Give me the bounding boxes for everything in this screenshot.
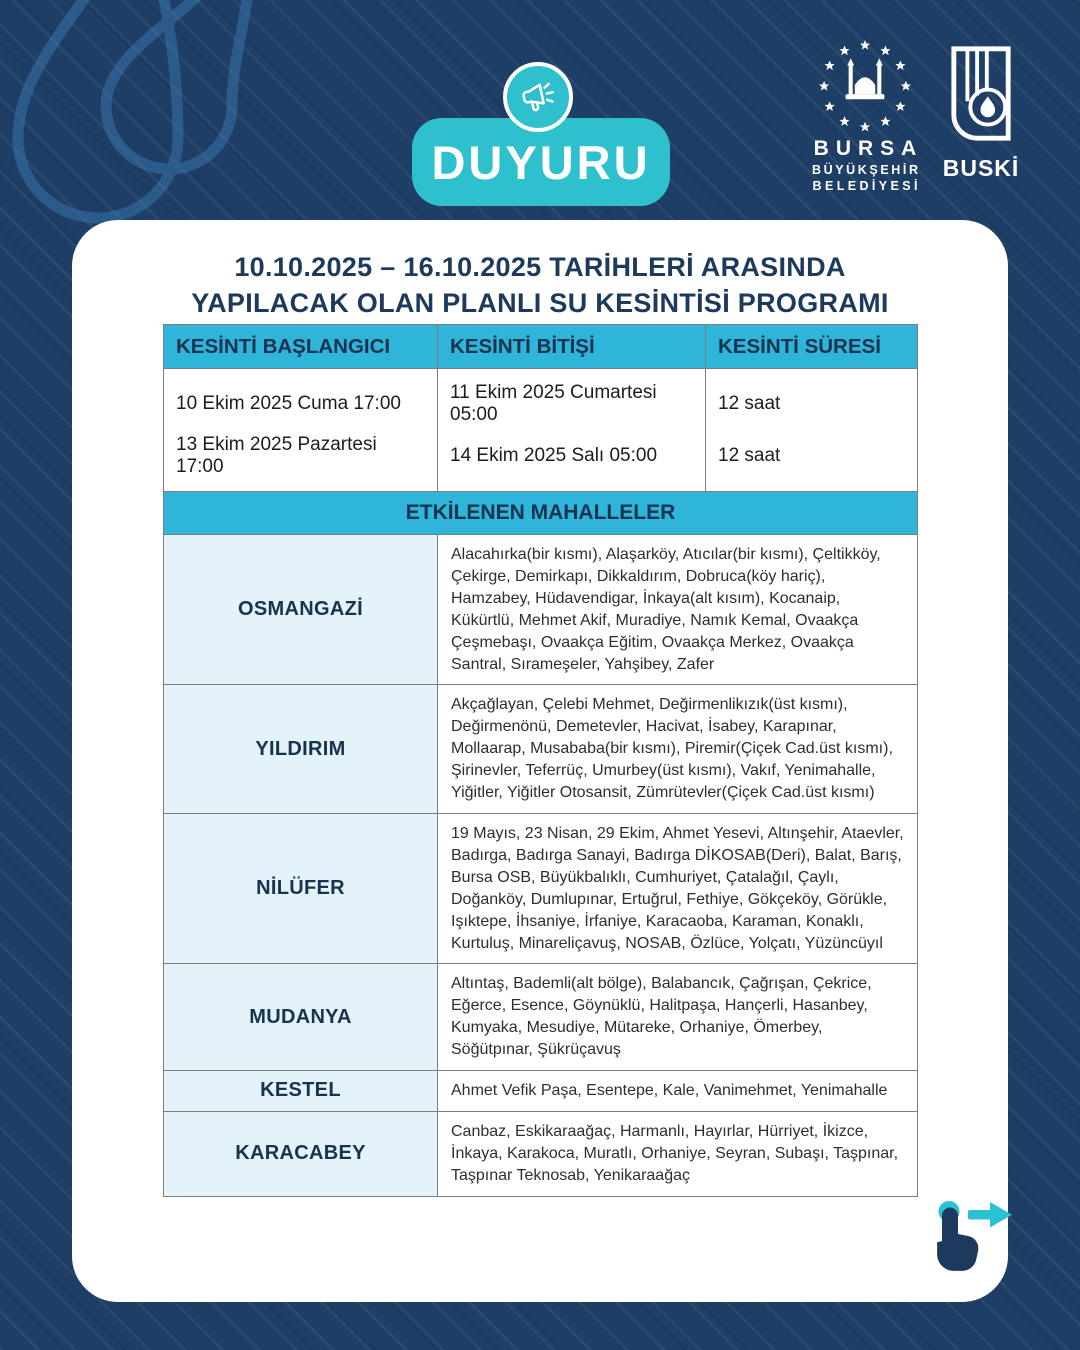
outage-start: 10 Ekim 2025 Cuma 17:00 [164,369,438,431]
bursa-logo-text-line2: BÜYÜKŞEHİR [811,163,921,177]
district-row-yildirim [164,685,918,814]
outage-end: 11 Ekim 2025 Cumartesi 05:00 [438,369,706,431]
megaphone-icon [503,62,573,132]
column-header-duration: KESİNTİ SÜRESİ [706,325,918,369]
outage-duration: 12 saat [706,430,918,492]
district-neighborhoods: Altıntaş, Bademli(alt bölge), Balabancık, Çağrışan, Çekrice, Eğerce, Esence, Göynüklü, Halitpaşa, Hançerli, Hasanbey, Kumyaka, Mesudiye, Mütareke, Orhaniye, Ömerbey, Söğütpınar, Şükrüçavuş [438,964,918,1071]
column-header-start: KESİNTİ BAŞLANGICI [164,325,438,369]
district-neighborhoods: 19 Mayıs, 23 Nisan, 29 Ekim, Ahmet Yesevi, Altınşehir, Ataevler, Badırga, Badırga Sanayi, Badırga DİKOSAB(Deri), Balat, Barış, Bursa OSB, Büyükbalıklı, Cumhuriyet, Çatalağıl, Çaylı, Doğanköy, Dumlupınar, Ertuğrul, Fethiye, Gökçeköy, Görükle, Işıktepe, İhsaniye, İrfaniye, Karacaoba, Karaman, Konaklı, Kurtuluş, Minareliçavuş, NOSAB, Özlüce, Yolçatı, Yüzüncüyıl [438,813,918,963]
water-outage-table [163,324,918,1197]
schedule-row [164,430,918,492]
swipe-right-icon [922,1198,1014,1276]
district-name: KESTEL [164,1071,438,1112]
district-neighborhoods: Alacahırka(bir kısmı), Alaşarköy, Atıcılar(bir kısmı), Çeltikköy, Çekirge, Demirkapı, Dikkaldırım, Dobruca(köy hariç), Hamzabey, Hüdavendigar, İnkaya(alt kısım), Kocanaip, Kükürtlü, Mehmet Akif, Muradiye, Namık Kemal, Ovaakça Çeşmebaşı, Ovaakça Eğitim, Ovaakça Merkez, Ovaakça Santral, Sırameşeler, Yahşibey, Zafer [438,535,918,685]
district-neighborhoods: Canbaz, Eskikaraağaç, Harmanlı, Hayırlar, Hürriyet, İkizce, İnkaya, Karakoca, Muratlı, Orhaniye, Seyran, Subaşı, Taşpınar, Taşpınar Teknosab, Yenikaraağaç [438,1111,918,1196]
outage-start: 13 Ekim 2025 Pazartesi 17:00 [164,430,438,492]
buski-logo-text: BUSKİ [942,155,1020,181]
district-name: YILDIRIM [164,685,438,814]
announcement-badge: DUYURU [412,118,670,206]
district-name: KARACABEY [164,1111,438,1196]
bursa-logo-text-line3: BELEDİYESİ [812,179,921,193]
district-row-kestel [164,1071,918,1112]
district-name: NİLÜFER [164,813,438,963]
district-row-osmangazi [164,535,918,685]
bursa-logo-text-line1: BURSA [813,137,924,160]
page-title-line2: YAPILACAK OLAN PLANLI SU KESİNTİSİ PROGRAMI [191,287,889,318]
affected-header: ETKİLENEN MAHALLELER [164,492,918,535]
schedule-row [164,369,918,431]
district-row-mudanya [164,964,918,1071]
district-neighborhoods: Akçağlayan, Çelebi Mehmet, Değirmenlikızık(üst kısmı), Değirmenönü, Demetevler, Hacivat, İsabey, Karapınar, Mollaarap, Musababa(bir kısmı), Piremir(Çiçek Cad.üst kısmı), Şirinevler, Teferrüç, Umurbey(üst kısmı), Vakıf, Yenimahalle, Yiğitler, Yiğitler Otosansit, Zümrütevler(Çiçek Cad.üst kısmı) [438,685,918,814]
page-title-line1: 10.10.2025 – 16.10.2025 TARİHLERİ ARASINDA [234,252,846,282]
column-header-end: KESİNTİ BİTİŞİ [438,325,706,369]
buski-drop-icon [948,44,1014,143]
buski-logo [942,44,1020,182]
page-title [72,250,1008,321]
affected-header-row [164,492,918,535]
outage-duration: 12 saat [706,369,918,431]
district-neighborhoods: Ahmet Vefik Paşa, Esentepe, Kale, Vanimehmet, Yenimahalle [438,1071,918,1112]
bursa-emblem-icon [819,40,911,132]
district-name: MUDANYA [164,964,438,1071]
announcement-card [72,220,1008,1302]
district-row-karacabey [164,1111,918,1196]
table-header-row [164,325,918,369]
bursa-municipality-logo [798,40,932,193]
district-name: OSMANGAZİ [164,535,438,685]
outage-end: 14 Ekim 2025 Salı 05:00 [438,430,706,492]
district-row-nilufer [164,813,918,963]
